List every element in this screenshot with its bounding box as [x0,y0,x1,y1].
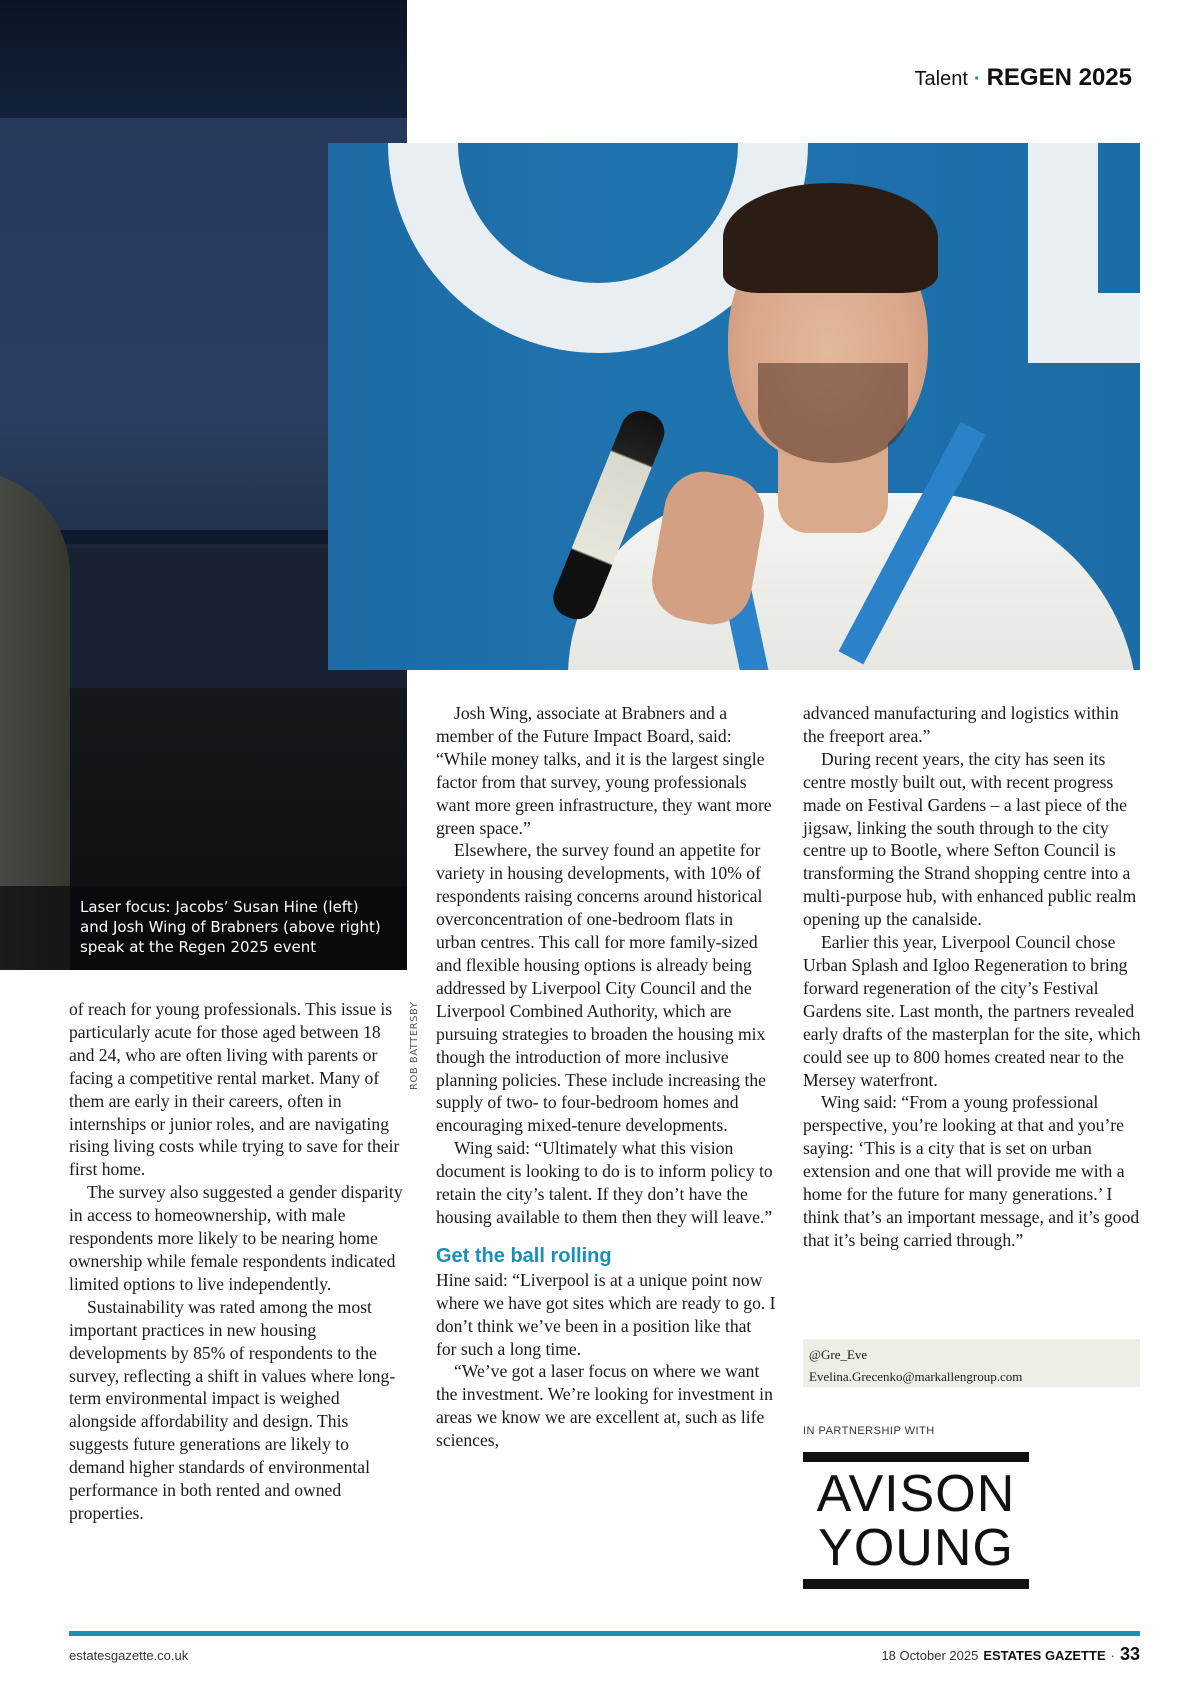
logo-word: AVISON [816,1465,1016,1523]
photo-speaker-hair [723,183,938,293]
photo-backdrop-banner [0,0,407,118]
avison-young-logo [803,1452,1029,1589]
section-title: REGEN 2025 [986,64,1132,91]
paragraph: advanced manufacturing and logistics within the freeport area.” [803,703,1119,746]
paragraph: Wing said: “From a young professional perspective, you’re looking at that and you’re saying: ‘This is a city that is set on urban extension and one that will provide me with a home for the future for many generations.’ I think that’s an important message, and it’s good that it’s being carried through.” [803,1092,1140,1250]
photo-speaker-beard [758,363,908,463]
footer-folio [881,1644,1140,1665]
partnership-label: IN PARTNERSHIP WITH [803,1425,935,1437]
photo-credit [409,970,423,1090]
author-contact-box [803,1339,1140,1387]
photo-josh-wing [328,143,1140,670]
section-label: Talent [914,68,968,90]
paragraph: During recent years, the city has seen its centre mostly built out, with recent progress made on Festival Gardens – a last piece of the jigsaw, linking the south through to the city centre up to Bootle, where Sefton Council is transforming the Strand shopping centre into a multi-purpose hub, with enhanced public realm opening up the canalside. [803,748,1137,930]
caption-line: and Josh Wing of Brabners (above right) [80,918,381,936]
page-number: 33 [1119,1644,1140,1664]
publication-name: ESTATES GAZETTE [983,1648,1106,1663]
subheading: Get the ball rolling [436,1244,612,1267]
paragraph: “We’ve got a laser focus on where we want the investment. We’re looking for investment in areas we know we are excellent at, such as life sciences, [436,1361,773,1451]
paragraph: Wing said: “Ultimately what this vision document is looking to do is to inform policy to retain the city’s talent. If they don’t have the housing available to them then they will leave.” [436,1138,773,1227]
author-twitter-handle[interactable]: @Gre_Eve [809,1347,868,1362]
paragraph: Hine said: “Liverpool is at a unique point now where we have got sites which are ready to go. I don’t think we’ve been in a position like that for such a long time. [436,1269,776,1359]
logo-rule-top [803,1452,1029,1462]
paragraph: Josh Wing, associate at Brabners and a member of the Future Impact Board, said: “While money talks, and it is the largest single factor from that survey, young professionals want more green infrastructure, they want more green space.” [436,703,772,838]
article-column-3 [803,702,1143,1252]
caption-line: Laser focus: Jacobs’ Susan Hine (left) [80,898,359,916]
photo-caption [0,886,407,970]
logo-rule-bottom [803,1579,1029,1589]
article-column-1 [69,998,409,1525]
paragraph: Sustainability was rated among the most important practices in new housing developments by 85% of respondents to the survey, reflecting a shift in values where long-term environmental impact is weighed alongside affordability and design. This suggests future generations are likely to demand higher standards of environmental performance in both rented and owned properties. [69,1296,396,1523]
folio-separator: · [1110,1648,1115,1663]
paragraph: The survey also suggested a gender disparity in access to homeownership, with male respondents more likely to be nearing home ownership while female respondents indicated limited options to live independently. [69,1182,403,1294]
issue-date: 18 October 2025 [881,1648,979,1663]
paragraph: Earlier this year, Liverpool Council chose Urban Splash and Igloo Regeneration to bring forward regeneration of the city’s Festival Gardens site. Last month, the partners revealed early drafts of the masterplan for the site, which could see up to 800 homes created near to the Mersey waterfront. [803,932,1141,1090]
paragraph: of reach for young professionals. This issue is particularly acute for those aged between 18 and 24, who are often living with parents or facing a competitive rental market. Many of them are early in their careers, often in internships or junior roles, and are navigating rising living costs while trying to save for their first home. [69,999,400,1180]
logo-word: YOUNG [818,1519,1014,1577]
caption-line: speak at the Regen 2025 event [80,938,317,956]
footer-website[interactable]: estatesgazette.co.uk [69,1648,189,1663]
section-header [915,64,1132,92]
paragraph: Elsewhere, the survey found an appetite for variety in housing developments, with 10% of respondents raising concerns around historical overconcentration of one-bedroom flats in urban centres. This call for more family-sized and flexible housing options is already being addressed by Liverpool City Council and the Liverpool Combined Authority, which are pursuing strategies to broaden the housing mix though the introduction of more inclusive planning policies. These include increasing the supply of two- to four-bedroom homes and encouraging mixed-tenure developments. [436,840,766,1136]
header-separator: · [973,68,981,90]
article-column-2 [436,702,776,1452]
author-email[interactable]: Evelina.Grecenko@markallengroup.com [809,1369,1023,1384]
photo-backdrop-letter [1098,293,1140,363]
photo-credit-text: ROB BATTERSBY [409,1001,420,1090]
footer-divider [69,1631,1140,1636]
photo-backdrop-letter [1028,143,1098,363]
